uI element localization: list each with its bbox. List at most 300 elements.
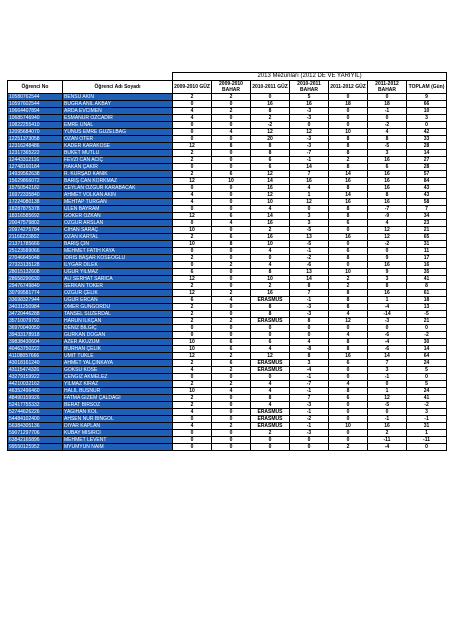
total-days-cell[interactable]: 8 bbox=[407, 283, 447, 290]
2009-2010-bahar-cell[interactable]: 6 bbox=[212, 213, 251, 220]
2010-2011-guz-cell[interactable]: ERASMUS bbox=[251, 360, 290, 367]
2010-2011-guz-cell[interactable]: 6 bbox=[251, 339, 290, 346]
2009-2010-bahar-cell[interactable]: 2 bbox=[212, 367, 251, 374]
table-row[interactable] bbox=[8, 437, 447, 444]
2010-2011-guz-cell[interactable]: ERASMUS bbox=[251, 367, 290, 374]
total-days-cell[interactable]: 14 bbox=[407, 346, 447, 353]
total-days-cell[interactable]: 18 bbox=[407, 297, 447, 304]
2009-2010-guz-cell[interactable]: 2 bbox=[173, 318, 212, 325]
total-days-cell[interactable]: 17 bbox=[407, 255, 447, 262]
2009-2010-bahar-cell[interactable]: 0 bbox=[212, 304, 251, 311]
total-days-cell[interactable]: 33 bbox=[407, 136, 447, 143]
2011-2012-bahar-cell[interactable]: 8 bbox=[368, 192, 407, 199]
2011-2012-guz-cell[interactable]: 0 bbox=[329, 262, 368, 269]
2011-2012-bahar-cell[interactable]: 0 bbox=[368, 325, 407, 332]
2009-2010-bahar-cell[interactable]: 8 bbox=[212, 241, 251, 248]
2010-2011-bahar-cell[interactable]: 4 bbox=[290, 185, 329, 192]
table-row[interactable] bbox=[8, 192, 447, 199]
2010-2011-bahar-cell[interactable]: -3 bbox=[290, 108, 329, 115]
2009-2010-bahar-cell[interactable]: 0 bbox=[212, 157, 251, 164]
student-name-cell[interactable]: R. KÜRŞAD KANIK bbox=[63, 171, 173, 178]
student-no-cell[interactable]: 41108057666 bbox=[8, 353, 63, 360]
student-no-cell[interactable]: 12316248486 bbox=[8, 143, 63, 150]
2010-2011-guz-cell[interactable]: 16 bbox=[251, 234, 290, 241]
2011-2012-bahar-cell[interactable]: 16 bbox=[368, 185, 407, 192]
2011-2012-guz-cell[interactable]: 10 bbox=[329, 129, 368, 136]
total-days-cell[interactable]: 21 bbox=[407, 318, 447, 325]
2011-2012-bahar-cell[interactable]: 0 bbox=[368, 94, 407, 101]
student-name-cell[interactable]: İDRİS BAŞAR KÖSEOĞLU bbox=[63, 255, 173, 262]
2009-2010-bahar-cell[interactable]: 0 bbox=[212, 101, 251, 108]
2010-2011-guz-cell[interactable]: 4 bbox=[251, 381, 290, 388]
table-row[interactable] bbox=[8, 325, 447, 332]
total-days-cell[interactable]: 64 bbox=[407, 353, 447, 360]
student-name-cell[interactable]: TANSEL SÜZERDAL bbox=[63, 311, 173, 318]
total-days-cell[interactable]: 41 bbox=[407, 276, 447, 283]
2009-2010-guz-cell[interactable]: 2 bbox=[173, 311, 212, 318]
2010-2011-bahar-cell[interactable]: 8 bbox=[290, 353, 329, 360]
2009-2010-bahar-cell[interactable]: 0 bbox=[212, 164, 251, 171]
table-row[interactable] bbox=[8, 304, 447, 311]
2009-2010-guz-cell[interactable]: 10 bbox=[173, 241, 212, 248]
2011-2012-bahar-cell[interactable]: 16 bbox=[368, 157, 407, 164]
student-no-cell[interactable]: 43115474326 bbox=[8, 367, 63, 374]
total-days-cell[interactable]: 65 bbox=[407, 234, 447, 241]
student-name-cell[interactable]: BARIŞ ÇİN bbox=[63, 241, 173, 248]
table-row[interactable] bbox=[8, 360, 447, 367]
2010-2011-guz-cell[interactable]: 12 bbox=[251, 129, 290, 136]
student-name-cell[interactable]: EMRE ÜNAL bbox=[63, 122, 173, 129]
student-no-cell[interactable]: 46352496460 bbox=[8, 388, 63, 395]
2009-2010-guz-cell[interactable]: 2 bbox=[173, 304, 212, 311]
total-days-cell[interactable]: 84 bbox=[407, 178, 447, 185]
student-name-cell[interactable]: AZER AKÜZÜM bbox=[63, 339, 173, 346]
student-name-cell[interactable]: ÖZGÜR ÇELİK bbox=[63, 290, 173, 297]
2009-2010-bahar-cell[interactable]: 6 bbox=[212, 171, 251, 178]
2011-2012-guz-cell[interactable]: 0 bbox=[329, 367, 368, 374]
2011-2012-guz-cell[interactable]: 8 bbox=[329, 206, 368, 213]
2010-2011-guz-cell[interactable]: 16 bbox=[251, 101, 290, 108]
2011-2012-guz-cell[interactable]: 4 bbox=[329, 381, 368, 388]
2011-2012-guz-cell[interactable]: 12 bbox=[329, 318, 368, 325]
2009-2010-bahar-cell[interactable]: 2 bbox=[212, 262, 251, 269]
2010-2011-bahar-cell[interactable]: 13 bbox=[290, 269, 329, 276]
2011-2012-bahar-cell[interactable]: 9 bbox=[368, 255, 407, 262]
table-row[interactable] bbox=[8, 283, 447, 290]
2010-2011-guz-cell[interactable]: 2 bbox=[251, 115, 290, 122]
student-no-cell[interactable]: 52744626226 bbox=[8, 409, 63, 416]
2011-2012-bahar-cell[interactable]: -4 bbox=[368, 444, 407, 451]
2009-2010-guz-cell[interactable]: 0 bbox=[173, 101, 212, 108]
2009-2010-guz-cell[interactable]: 4 bbox=[173, 367, 212, 374]
2009-2010-bahar-cell[interactable]: 2 bbox=[212, 94, 251, 101]
student-no-cell[interactable]: 40463750222 bbox=[8, 346, 63, 353]
2011-2012-bahar-cell[interactable]: 1 bbox=[368, 388, 407, 395]
student-no-cell[interactable]: 30799581774 bbox=[8, 290, 63, 297]
table-row[interactable] bbox=[8, 339, 447, 346]
2010-2011-guz-cell[interactable]: ERASMUS bbox=[251, 409, 290, 416]
2010-2011-guz-cell[interactable]: 16 bbox=[251, 185, 290, 192]
table-row[interactable] bbox=[8, 276, 447, 283]
2009-2010-bahar-cell[interactable]: 0 bbox=[212, 227, 251, 234]
table-row[interactable] bbox=[8, 185, 447, 192]
student-no-cell[interactable]: 21166223802 bbox=[8, 234, 63, 241]
2009-2010-bahar-cell[interactable]: 0 bbox=[212, 311, 251, 318]
2009-2010-bahar-cell[interactable]: 0 bbox=[212, 136, 251, 143]
2011-2012-guz-cell[interactable]: 0 bbox=[329, 241, 368, 248]
table-row[interactable] bbox=[8, 220, 447, 227]
2010-2011-bahar-cell[interactable]: 14 bbox=[290, 276, 329, 283]
2011-2012-bahar-cell[interactable]: -7 bbox=[368, 206, 407, 213]
table-row[interactable] bbox=[8, 318, 447, 325]
total-days-cell[interactable]: 14 bbox=[407, 150, 447, 157]
table-row[interactable] bbox=[8, 129, 447, 136]
2010-2011-guz-cell[interactable]: 8 bbox=[251, 269, 290, 276]
2010-2011-bahar-cell[interactable]: -1 bbox=[290, 157, 329, 164]
table-row[interactable] bbox=[8, 115, 447, 122]
2011-2012-bahar-cell[interactable]: 4 bbox=[368, 129, 407, 136]
table-row[interactable] bbox=[8, 234, 447, 241]
student-name-cell[interactable]: İLYGAR DİLEK bbox=[63, 262, 173, 269]
2010-2011-bahar-cell[interactable]: 0 bbox=[290, 122, 329, 129]
2010-2011-bahar-cell[interactable]: 12 bbox=[290, 129, 329, 136]
student-no-cell[interactable]: 36970040050 bbox=[8, 325, 63, 332]
total-days-cell[interactable]: 43 bbox=[407, 185, 447, 192]
2009-2010-guz-cell[interactable]: 2 bbox=[173, 360, 212, 367]
2011-2012-guz-cell[interactable]: 4 bbox=[329, 332, 368, 339]
total-days-cell[interactable]: 11 bbox=[407, 248, 447, 255]
2011-2012-bahar-cell[interactable]: 14 bbox=[368, 353, 407, 360]
2010-2011-bahar-cell[interactable]: -3 bbox=[290, 430, 329, 437]
2011-2012-bahar-cell[interactable]: 18 bbox=[368, 101, 407, 108]
student-no-cell[interactable]: 59071297706 bbox=[8, 430, 63, 437]
student-name-cell[interactable]: DİYAR KAPLAN bbox=[63, 423, 173, 430]
2010-2011-bahar-cell[interactable]: 1 bbox=[290, 192, 329, 199]
student-name-cell[interactable]: DENİZ BİLGİÇ bbox=[63, 325, 173, 332]
2009-2010-bahar-cell[interactable]: 0 bbox=[212, 402, 251, 409]
total-days-cell[interactable]: 24 bbox=[407, 360, 447, 367]
2011-2012-bahar-cell[interactable]: 3 bbox=[368, 367, 407, 374]
student-name-cell[interactable]: GÖKSU KÖSE bbox=[63, 367, 173, 374]
student-name-cell[interactable]: BENSU AKIN bbox=[63, 94, 173, 101]
2009-2010-guz-cell[interactable]: 0 bbox=[173, 437, 212, 444]
2010-2011-bahar-cell[interactable]: -1 bbox=[290, 388, 329, 395]
2011-2012-bahar-cell[interactable]: -2 bbox=[368, 122, 407, 129]
2009-2010-guz-cell[interactable]: 6 bbox=[173, 269, 212, 276]
2010-2011-guz-cell[interactable]: ERASMUS bbox=[251, 297, 290, 304]
student-name-cell[interactable]: YAĞIHAN KOL bbox=[63, 409, 173, 416]
2009-2010-guz-cell[interactable]: 0 bbox=[173, 185, 212, 192]
2009-2010-bahar-cell[interactable]: 6 bbox=[212, 346, 251, 353]
2010-2011-guz-cell[interactable]: -2 bbox=[251, 122, 290, 129]
2011-2012-bahar-cell[interactable]: -4 bbox=[368, 339, 407, 346]
2011-2012-bahar-cell[interactable]: -11 bbox=[368, 437, 407, 444]
student-no-cell[interactable]: 12251373058 bbox=[8, 136, 63, 143]
2011-2012-guz-cell[interactable]: 2 bbox=[329, 283, 368, 290]
2010-2011-guz-cell[interactable]: 2 bbox=[251, 227, 290, 234]
student-no-cell[interactable]: 14939562638 bbox=[8, 171, 63, 178]
student-no-cell[interactable]: 12095684070 bbox=[8, 129, 63, 136]
2011-2012-bahar-cell[interactable]: -9 bbox=[368, 213, 407, 220]
student-name-cell[interactable]: MEHMET FATİH KAYA bbox=[63, 248, 173, 255]
2010-2011-bahar-cell[interactable]: 16 bbox=[290, 101, 329, 108]
2010-2011-guz-cell[interactable]: 4 bbox=[251, 402, 290, 409]
2011-2012-bahar-cell[interactable]: 0 bbox=[368, 248, 407, 255]
total-days-cell[interactable]: 3 bbox=[407, 409, 447, 416]
student-no-cell[interactable]: 17224080138 bbox=[8, 199, 63, 206]
total-days-cell[interactable]: 24 bbox=[407, 388, 447, 395]
total-days-cell[interactable]: 21 bbox=[407, 227, 447, 234]
table-row[interactable] bbox=[8, 164, 447, 171]
2010-2011-bahar-cell[interactable]: 8 bbox=[290, 283, 329, 290]
table-row[interactable] bbox=[8, 381, 447, 388]
total-days-cell[interactable]: 3 bbox=[407, 115, 447, 122]
2009-2010-guz-cell[interactable]: 0 bbox=[173, 374, 212, 381]
total-days-cell[interactable]: 66 bbox=[407, 101, 447, 108]
total-days-cell[interactable]: 0 bbox=[407, 374, 447, 381]
2010-2011-bahar-cell[interactable]: 16 bbox=[290, 178, 329, 185]
student-name-cell[interactable]: ESMANUR ÖZCÂDİR bbox=[63, 115, 173, 122]
2010-2011-bahar-cell[interactable]: -1 bbox=[290, 423, 329, 430]
total-days-cell[interactable]: 61 bbox=[407, 290, 447, 297]
student-no-cell[interactable]: 21371785666 bbox=[8, 241, 63, 248]
2010-2011-bahar-cell[interactable]: -8 bbox=[290, 346, 329, 353]
2011-2012-bahar-cell[interactable]: -14 bbox=[368, 311, 407, 318]
2010-2011-bahar-cell[interactable]: -5 bbox=[290, 241, 329, 248]
table-row[interactable] bbox=[8, 367, 447, 374]
student-name-cell[interactable]: KADER KARAKÖSE bbox=[63, 143, 173, 150]
2009-2010-guz-cell[interactable]: 4 bbox=[173, 192, 212, 199]
student-name-cell[interactable]: BUĞRA ANIL AKBAY bbox=[63, 101, 173, 108]
2010-2011-guz-cell[interactable]: 12 bbox=[251, 353, 290, 360]
table-row[interactable] bbox=[8, 423, 447, 430]
2010-2011-guz-cell[interactable]: 0 bbox=[251, 255, 290, 262]
2010-2011-guz-cell[interactable]: 12 bbox=[251, 171, 290, 178]
student-no-cell[interactable]: 33698327944 bbox=[8, 297, 63, 304]
total-days-cell[interactable]: 23 bbox=[407, 220, 447, 227]
student-name-cell[interactable]: ÖZGÜR ARSLAN bbox=[63, 220, 173, 227]
student-no-cell[interactable]: 28658290630 bbox=[8, 276, 63, 283]
total-days-cell[interactable]: -11 bbox=[407, 437, 447, 444]
2011-2012-bahar-cell[interactable]: 12 bbox=[368, 395, 407, 402]
student-no-cell[interactable]: 39433178918 bbox=[8, 332, 63, 339]
student-no-cell[interactable]: 39838430604 bbox=[8, 339, 63, 346]
student-name-cell[interactable]: CİHAN SARAÇ bbox=[63, 227, 173, 234]
total-days-cell[interactable]: 5 bbox=[407, 367, 447, 374]
2009-2010-bahar-cell[interactable]: 0 bbox=[212, 409, 251, 416]
2011-2012-bahar-cell[interactable]: -5 bbox=[368, 143, 407, 150]
student-no-cell[interactable]: 27323135128 bbox=[8, 262, 63, 269]
2011-2012-guz-cell[interactable]: 14 bbox=[329, 192, 368, 199]
table-row[interactable] bbox=[8, 108, 447, 115]
total-days-cell[interactable]: 0 bbox=[407, 444, 447, 451]
2011-2012-bahar-cell[interactable]: -6 bbox=[368, 346, 407, 353]
2010-2011-bahar-cell[interactable]: 0 bbox=[290, 206, 329, 213]
2009-2010-guz-cell[interactable]: 2 bbox=[173, 255, 212, 262]
2009-2010-bahar-cell[interactable]: 2 bbox=[212, 381, 251, 388]
2011-2012-guz-cell[interactable]: 0 bbox=[329, 227, 368, 234]
total-days-cell[interactable]: 16 bbox=[407, 262, 447, 269]
2009-2010-guz-cell[interactable]: 4 bbox=[173, 108, 212, 115]
total-days-cell[interactable]: 43 bbox=[407, 192, 447, 199]
student-no-cell[interactable]: 43018161240 bbox=[8, 360, 63, 367]
2010-2011-bahar-cell[interactable]: -2 bbox=[290, 255, 329, 262]
2011-2012-guz-cell[interactable]: 10 bbox=[329, 269, 368, 276]
2010-2011-bahar-cell[interactable]: -1 bbox=[290, 297, 329, 304]
total-days-cell[interactable]: 31 bbox=[407, 423, 447, 430]
table-row[interactable] bbox=[8, 290, 447, 297]
total-days-cell[interactable]: -2 bbox=[407, 402, 447, 409]
student-no-cell[interactable]: 12748160184 bbox=[8, 164, 63, 171]
2009-2010-guz-cell[interactable]: 2 bbox=[173, 157, 212, 164]
2009-2010-guz-cell[interactable]: 0 bbox=[173, 136, 212, 143]
2010-2011-guz-cell[interactable]: 2 bbox=[251, 430, 290, 437]
table-row[interactable] bbox=[8, 402, 447, 409]
student-no-cell[interactable]: 29476749840 bbox=[8, 283, 63, 290]
2011-2012-guz-cell[interactable]: 0 bbox=[329, 115, 368, 122]
2010-2011-bahar-cell[interactable]: 5 bbox=[290, 94, 329, 101]
table-row[interactable] bbox=[8, 332, 447, 339]
2009-2010-guz-cell[interactable]: 0 bbox=[173, 430, 212, 437]
2009-2010-bahar-cell[interactable]: 0 bbox=[212, 437, 251, 444]
2010-2011-guz-cell[interactable]: 4 bbox=[251, 248, 290, 255]
student-name-cell[interactable]: ARDA EVCİMEN bbox=[63, 108, 173, 115]
student-no-cell[interactable]: 10664407894 bbox=[8, 108, 63, 115]
student-name-cell[interactable]: FATMA GİZEM ÇALDAĞI bbox=[63, 395, 173, 402]
2010-2011-bahar-cell[interactable]: -2 bbox=[290, 416, 329, 423]
2011-2012-bahar-cell[interactable]: 9 bbox=[368, 269, 407, 276]
2009-2010-bahar-cell[interactable]: 0 bbox=[212, 185, 251, 192]
table-row[interactable] bbox=[8, 241, 447, 248]
table-row[interactable] bbox=[8, 444, 447, 451]
student-no-cell[interactable]: 35710079792 bbox=[8, 318, 63, 325]
student-name-cell[interactable]: OZAN ÖTER bbox=[63, 136, 173, 143]
2010-2011-guz-cell[interactable]: 10 bbox=[251, 199, 290, 206]
2010-2011-guz-cell[interactable]: 20 bbox=[251, 136, 290, 143]
2011-2012-guz-cell[interactable]: 16 bbox=[329, 353, 368, 360]
2009-2010-bahar-cell[interactable]: 0 bbox=[212, 122, 251, 129]
2011-2012-guz-cell[interactable]: 10 bbox=[329, 423, 368, 430]
table-row[interactable] bbox=[8, 297, 447, 304]
student-no-cell[interactable]: 10685746940 bbox=[8, 115, 63, 122]
2010-2011-guz-cell[interactable]: 8 bbox=[251, 143, 290, 150]
2010-2011-bahar-cell[interactable]: 8 bbox=[290, 318, 329, 325]
2009-2010-bahar-cell[interactable]: 0 bbox=[212, 199, 251, 206]
2011-2012-bahar-cell[interactable]: 0 bbox=[368, 409, 407, 416]
2011-2012-guz-cell[interactable]: 6 bbox=[329, 248, 368, 255]
2009-2010-guz-cell[interactable]: 12 bbox=[173, 276, 212, 283]
2009-2010-bahar-cell[interactable]: 2 bbox=[212, 318, 251, 325]
2010-2011-guz-cell[interactable]: 0 bbox=[251, 332, 290, 339]
2009-2010-bahar-cell[interactable]: 0 bbox=[212, 416, 251, 423]
2009-2010-bahar-cell[interactable]: 0 bbox=[212, 276, 251, 283]
2011-2012-guz-cell[interactable]: 6 bbox=[329, 395, 368, 402]
2010-2011-guz-cell[interactable]: 16 bbox=[251, 220, 290, 227]
2010-2011-bahar-cell[interactable]: -1 bbox=[290, 409, 329, 416]
2010-2011-guz-cell[interactable]: 2 bbox=[251, 283, 290, 290]
2009-2010-bahar-cell[interactable]: 4 bbox=[212, 220, 251, 227]
2009-2010-guz-cell[interactable]: 0 bbox=[173, 416, 212, 423]
total-days-cell[interactable]: -2 bbox=[407, 332, 447, 339]
student-no-cell[interactable]: 54484102400 bbox=[8, 416, 63, 423]
2011-2012-bahar-cell[interactable]: -1 bbox=[368, 374, 407, 381]
2010-2011-guz-cell[interactable]: 4 bbox=[251, 388, 290, 395]
2011-2012-guz-cell[interactable]: 8 bbox=[329, 150, 368, 157]
2009-2010-guz-cell[interactable]: 10 bbox=[173, 227, 212, 234]
2010-2011-guz-cell[interactable]: 0 bbox=[251, 94, 290, 101]
student-no-cell[interactable]: 18316585692 bbox=[8, 213, 63, 220]
2011-2012-bahar-cell[interactable]: 6 bbox=[368, 164, 407, 171]
2010-2011-bahar-cell[interactable]: -7 bbox=[290, 150, 329, 157]
2011-2012-bahar-cell[interactable]: -1 bbox=[368, 108, 407, 115]
student-name-cell[interactable]: KÜBAY MİSIRCI bbox=[63, 430, 173, 437]
2009-2010-bahar-cell[interactable]: 0 bbox=[212, 206, 251, 213]
2011-2012-guz-cell[interactable]: 2 bbox=[329, 276, 368, 283]
table-row[interactable] bbox=[8, 136, 447, 143]
2009-2010-guz-cell[interactable]: 4 bbox=[173, 115, 212, 122]
student-name-cell[interactable]: GÖKER ÖZKAN bbox=[63, 213, 173, 220]
2010-2011-bahar-cell[interactable]: -4 bbox=[290, 367, 329, 374]
2011-2012-guz-cell[interactable]: 0 bbox=[329, 430, 368, 437]
student-no-cell[interactable]: 48490159926 bbox=[8, 395, 63, 402]
2010-2011-bahar-cell[interactable]: 4 bbox=[290, 339, 329, 346]
2010-2011-guz-cell[interactable]: 4 bbox=[251, 206, 290, 213]
table-row[interactable] bbox=[8, 248, 447, 255]
2011-2012-guz-cell[interactable]: 8 bbox=[329, 136, 368, 143]
2009-2010-bahar-cell[interactable]: 0 bbox=[212, 374, 251, 381]
2009-2010-guz-cell[interactable]: 12 bbox=[173, 353, 212, 360]
2010-2011-guz-cell[interactable]: 8 bbox=[251, 311, 290, 318]
2010-2011-bahar-cell[interactable]: -1 bbox=[290, 248, 329, 255]
table-row[interactable] bbox=[8, 409, 447, 416]
table-row[interactable] bbox=[8, 311, 447, 318]
table-row[interactable] bbox=[8, 388, 447, 395]
2010-2011-guz-cell[interactable]: 12 bbox=[251, 192, 290, 199]
student-name-cell[interactable]: YUNUS EMRE GÜZELBAĞ bbox=[63, 129, 173, 136]
student-name-cell[interactable]: SERKAN TOKER bbox=[63, 283, 173, 290]
2011-2012-bahar-cell[interactable]: 0 bbox=[368, 381, 407, 388]
2009-2010-bahar-cell[interactable]: 0 bbox=[212, 444, 251, 451]
student-name-cell[interactable]: MEHTAP TURGAN bbox=[63, 199, 173, 206]
total-days-cell[interactable]: 28 bbox=[407, 143, 447, 150]
student-no-cell[interactable]: 56384305136 bbox=[8, 423, 63, 430]
2011-2012-guz-cell[interactable]: 8 bbox=[329, 164, 368, 171]
2011-2012-guz-cell[interactable]: 8 bbox=[329, 297, 368, 304]
2009-2010-bahar-cell[interactable]: 0 bbox=[212, 325, 251, 332]
2011-2012-bahar-cell[interactable]: 16 bbox=[368, 171, 407, 178]
2009-2010-guz-cell[interactable]: 0 bbox=[173, 325, 212, 332]
2011-2012-bahar-cell[interactable]: -5 bbox=[368, 402, 407, 409]
2010-2011-bahar-cell[interactable]: 3 bbox=[290, 213, 329, 220]
student-name-cell[interactable]: OZAN KARTAL bbox=[63, 234, 173, 241]
total-days-cell[interactable]: 13 bbox=[407, 304, 447, 311]
student-no-cell[interactable]: 44210032162 bbox=[8, 381, 63, 388]
table-row[interactable] bbox=[8, 262, 447, 269]
table-row[interactable] bbox=[8, 206, 447, 213]
2009-2010-bahar-cell[interactable]: 0 bbox=[212, 192, 251, 199]
student-no-cell[interactable]: 28015132608 bbox=[8, 269, 63, 276]
2011-2012-bahar-cell[interactable]: 12 bbox=[368, 234, 407, 241]
2011-2012-guz-cell[interactable]: 8 bbox=[329, 304, 368, 311]
student-no-cell[interactable]: 12317365222 bbox=[8, 150, 63, 157]
2009-2010-guz-cell[interactable]: 10 bbox=[173, 339, 212, 346]
2010-2011-bahar-cell[interactable]: 0 bbox=[290, 444, 329, 451]
2011-2012-guz-cell[interactable]: 16 bbox=[329, 234, 368, 241]
2009-2010-bahar-cell[interactable]: 0 bbox=[212, 332, 251, 339]
2010-2011-guz-cell[interactable]: 4 bbox=[251, 262, 290, 269]
table-row[interactable] bbox=[8, 178, 447, 185]
2011-2012-bahar-cell[interactable]: 1 bbox=[368, 297, 407, 304]
